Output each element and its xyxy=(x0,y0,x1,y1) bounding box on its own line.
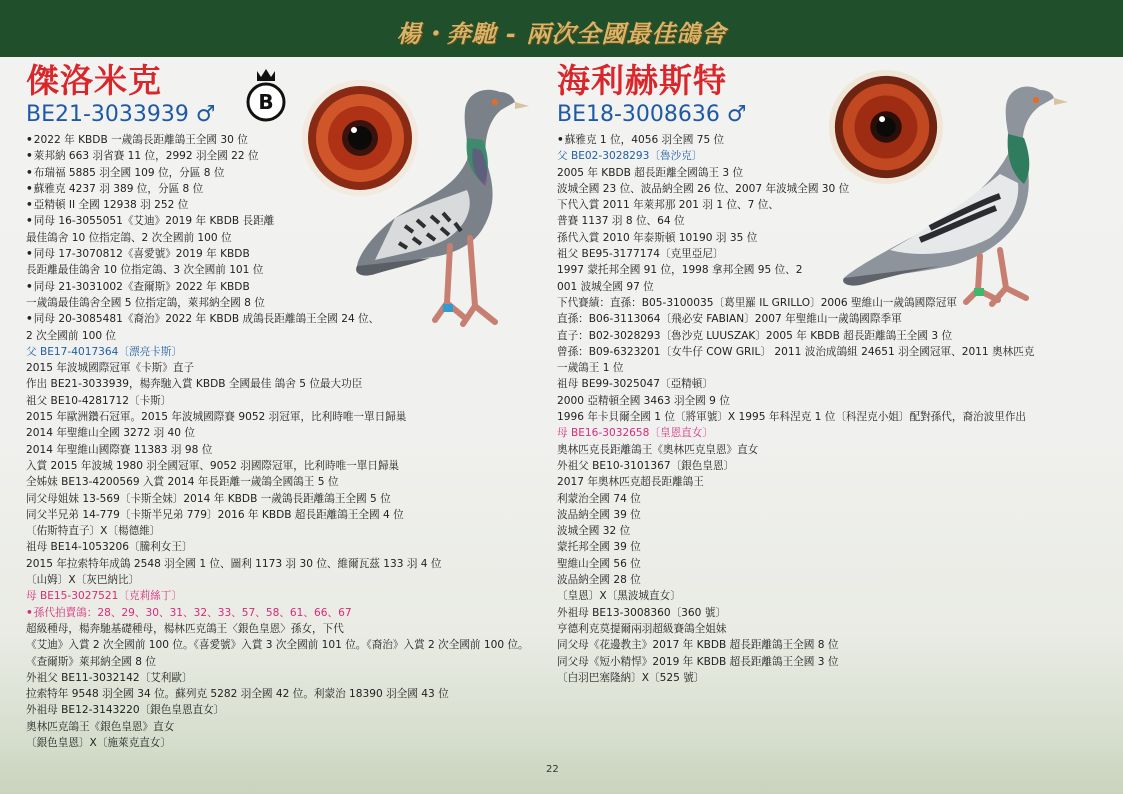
left-text-line: • 同母 21-3031002《查爾斯》2022 年 KBDB xyxy=(26,279,546,295)
left-text-line: 2014 年聖維山全國 3272 羽 40 位 xyxy=(26,427,195,440)
left-text-line: 外祖母 BE12-3143220〔銀色皇恩直女〕 xyxy=(26,704,225,717)
right-text-line: 波品納全國 28 位 xyxy=(557,574,641,587)
right-text-line: 直孫：B06-3113064〔飛必安 FABIAN〕2007 年聖維山一歲鴿國際季軍 xyxy=(557,313,902,326)
left-text-line: • 蘇雅克 4237 羽 389 位，分區 8 位 xyxy=(26,181,546,197)
right-text-line: 祖母 BE99-3025047〔亞精頓〕 xyxy=(557,378,713,391)
header-banner xyxy=(0,0,1123,57)
left-ring-number: BE21-3033939 ♂ xyxy=(26,102,216,127)
left-text-line: • 亞精頓 II 全國 12938 羽 252 位 xyxy=(26,197,546,213)
left-text-line: 祖母 BE14-1053206〔騰利女王〕 xyxy=(26,541,193,554)
right-text-line: 孫代入賞 2010 年泰斯頓 10190 羽 35 位 xyxy=(557,231,758,244)
left-text-line: 外祖父 BE11-3032142〔艾利歐〕 xyxy=(26,671,193,684)
left-text-line: • 布瑞福 5885 羽全國 109 位，分區 8 位 xyxy=(26,165,546,181)
left-text-line: 《艾迪》入賞 2 次全國前 100 位。《喜愛號》入賞 3 次全國前 101 位。《裔治》入賞 2 次全國前 100 位。 xyxy=(26,639,529,652)
left-pedigree-text xyxy=(26,132,546,751)
left-text-line: • 同母 20-3085481《裔治》2022 年 KBDB 成鴿長距離鴿王全國 24 位、 xyxy=(26,311,546,327)
svg-text:B: B xyxy=(258,90,274,114)
right-ring-number: BE18-3008636 ♂ xyxy=(557,102,747,127)
left-text-line: 2015 年拉索特年成鴿 2548 羽全國 1 位、圖利 1173 羽 30 位、維爾瓦茲 133 羽 4 位 xyxy=(26,557,442,570)
left-text-line: 拉索特年 9548 羽全國 34 位。蘇列克 5282 羽全國 42 位。利蒙治 18390 羽全國 43 位 xyxy=(26,688,449,701)
left-text-line: 全姊妹 BE13-4200569 入賞 2014 年長距離一歲鴿全國鴿王 5 位 xyxy=(26,476,339,489)
right-text-line: 父 BE02-3028293〔魯沙克〕 xyxy=(557,150,703,163)
right-text-line: 〔皇恩〕X〔黑波城直女〕 xyxy=(557,590,681,603)
right-text-line: 聖維山全國 56 位 xyxy=(557,557,641,570)
right-text-line: 利蒙治全國 74 位 xyxy=(557,492,641,505)
right-text-line: 2017 年奧林匹克超長距離鴿王 xyxy=(557,476,704,489)
left-text-line: 2014 年聖維山國際賽 11383 羽 98 位 xyxy=(26,443,213,456)
right-text-line: 波城全國 32 位 xyxy=(557,525,631,538)
left-text-line: • 萊邦納 663 羽省賽 11 位，2992 羽全國 22 位 xyxy=(26,148,546,164)
right-text-line: 2000 亞精頓全國 3463 羽全國 9 位 xyxy=(557,394,730,407)
left-column xyxy=(26,62,546,751)
right-text-line: 波品納全國 39 位 xyxy=(557,508,641,521)
right-text-line: • 蘇雅克 1 位，4056 羽全國 75 位 xyxy=(557,132,1097,148)
right-text-line: 同父母《短小精悍》2019 年 KBDB 超長距離鴿王全國 3 位 xyxy=(557,655,839,668)
right-text-line: 〔白羽巴塞隆納〕X〔525 號〕 xyxy=(557,671,705,684)
right-text-line: 下代賽績：直孫：B05-3100035〔葛里羅 IL GRILLO〕2006 聖維山一歲鴿國際冠軍 xyxy=(557,296,957,309)
left-text-line: 〔山姆〕X〔灰巴納比〕 xyxy=(26,574,140,587)
left-text-line: 父 BE17-4017364〔漂亮卡斯〕 xyxy=(26,345,182,358)
right-text-line: 2005 年 KBDB 超長距離全國鴿王 3 位 xyxy=(557,166,744,179)
left-text-line: 奧林匹克鴿王《銀色皇恩》直女 xyxy=(26,720,175,733)
left-text-line: 一歲鴿最佳鴿舍全國 5 位指定鴿，萊邦納全國 8 位 xyxy=(26,296,265,309)
left-text-line: • 孫代拍賣鴿：28、29、30、31、32、33、57、58、61、66、67 xyxy=(26,605,546,621)
left-text-line: 2 次全國前 100 位 xyxy=(26,329,117,342)
right-text-line: 1997 蒙托邦全國 91 位，1998 拿邦全國 95 位、2 xyxy=(557,264,803,277)
left-text-line: 《查爾斯》萊邦納全國 8 位 xyxy=(26,655,157,668)
left-text-line: 2015 年歐洲鑽石冠軍。2015 年波城國際賽 9052 羽冠軍，比利時唯一單日歸巢 xyxy=(26,411,407,424)
left-text-line: 最佳鴿舍 10 位指定鴿、2 次全國前 100 位 xyxy=(26,231,232,244)
left-text-line: 超級種母，楊奔馳基礎種母，楊林匹克鴿王〈銀色皇恩〉孫女，下代 xyxy=(26,622,344,635)
left-text-line: 2015 年波城國際冠軍《卡斯》直子 xyxy=(26,362,195,375)
left-text-line: • 同母 16-3055051《艾迪》2019 年 KBDB 長距離 xyxy=(26,213,546,229)
left-text-line: 〔銀色皇恩〕X〔施萊克直女〕 xyxy=(26,736,171,749)
right-text-line: 直子：B02-3028293〔魯沙克 LUUSZAK〕2005 年 KBDB 超長距離鴿王全國 3 位 xyxy=(557,329,953,342)
right-text-line: 001 波城全國 97 位 xyxy=(557,280,654,293)
right-pigeon-name: 海利赫斯特 xyxy=(557,61,727,100)
page-number: 22 xyxy=(546,764,559,775)
right-text-line: 奧林匹克長距離鴿王《奧林匹克皇恩》直女 xyxy=(557,443,759,456)
left-text-line: • 同母 17-3070812《喜愛號》2019 年 KBDB xyxy=(26,246,546,262)
left-text-line: 同父母姐妹 13-569〔卡斯全妹〕2014 年 KBDB 一歲鴿長距離鴿王全國 5 位 xyxy=(26,492,391,505)
right-pedigree-text xyxy=(557,132,1097,686)
left-text-line: 作出 BE21-3033939，楊奔馳入賞 KBDB 全國最佳 鴿舍 5 位最大功臣 xyxy=(26,378,363,391)
left-text-line: 長距離最佳鴿舍 10 位指定鴿、3 次全國前 101 位 xyxy=(26,264,264,277)
right-text-line: 蒙托邦全國 39 位 xyxy=(557,541,641,554)
right-text-line: 波城全國 23 位、波品納全國 26 位、2007 年波城全國 30 位 xyxy=(557,182,850,195)
right-column xyxy=(557,62,1097,686)
right-text-line: 亨德利克莫提爾兩羽超級賽鴿全姐妹 xyxy=(557,622,727,635)
left-text-line: 祖父 BE10-4281712〔卡斯〕 xyxy=(26,394,172,407)
left-text-line: 同父半兄弟 14-779〔卡斯半兄弟 779〕2016 年 KBDB 超長距離鴿王全國 4 位 xyxy=(26,508,404,521)
left-text-line: 〔佑斯特直子〕X〔楊德維〕 xyxy=(26,525,161,538)
right-text-line: 同父母《花邊教主》2017 年 KBDB 超長距離鴿王全國 8 位 xyxy=(557,639,839,652)
right-text-line: 母 BE16-3032658〔皇恩直女〕 xyxy=(557,427,713,440)
left-text-line: 入賞 2015 年波城 1980 羽全國冠軍、9052 羽國際冠軍，比利時唯一單日歸巢 xyxy=(26,459,400,472)
left-text-line: 母 BE15-3027521〔克莉絲丁〕 xyxy=(26,590,182,603)
right-text-line: 1996 年卡貝爾全國 1 位〔將軍號〕X 1995 年科涅克 1 位〔科涅克小姐〕配對孫代，裔治波里作出 xyxy=(557,411,1027,424)
right-text-line: 曾孫：B09-6323201〔女牛仔 COW GRIL〕 2011 波治成鴿組 24651 羽全國冠軍、2011 奧林匹克 xyxy=(557,345,1035,358)
right-text-line: 一歲鴿王 1 位 xyxy=(557,362,624,375)
left-pigeon-name: 傑洛米克 xyxy=(26,61,162,100)
right-text-line: 普賽 1137 羽 8 位、64 位 xyxy=(557,215,685,228)
left-text-line: • 2022 年 KBDB 一歲鴿長距離鴿王全國 30 位 xyxy=(26,132,546,148)
right-text-line: 外祖母 BE13-3008360〔360 號〕 xyxy=(557,606,726,619)
right-text-line: 外祖父 BE10-3101367〔銀色皇恩〕 xyxy=(557,459,735,472)
right-text-line: 祖父 BE95-3177174〔克里亞尼〕 xyxy=(557,248,724,261)
page-title: 楊・奔馳 - 兩次全國最佳鴿舍 xyxy=(396,20,727,48)
right-text-line: 下代入賞 2011 年萊邦那 201 羽 1 位、7 位、 xyxy=(557,199,779,212)
